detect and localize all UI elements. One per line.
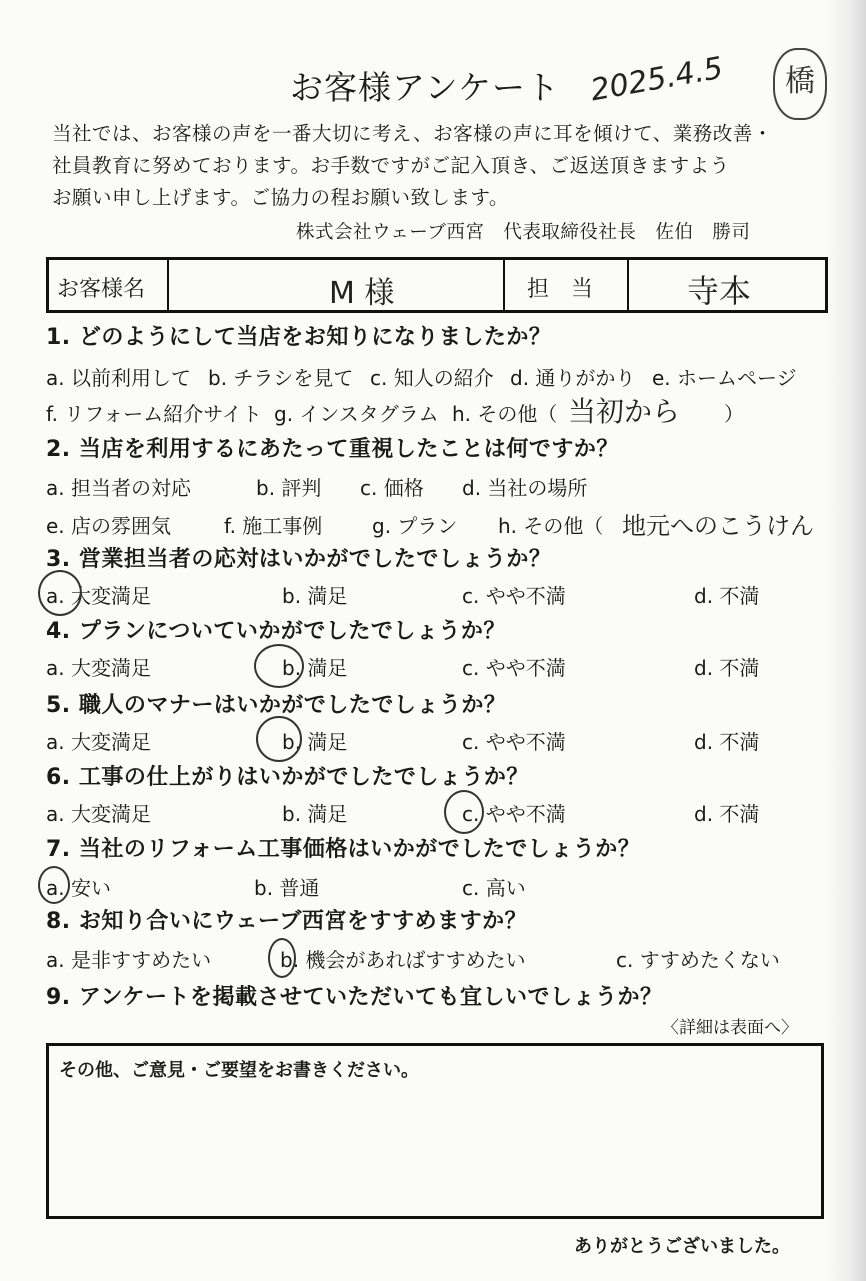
q7-option-a[interactable]: a. 安い	[46, 876, 111, 900]
customer-name-value: M 様	[329, 276, 395, 311]
comments-label: その他、ご意見・ご要望をお書きください。	[59, 1060, 419, 1081]
q6-option-c[interactable]: c. やや不満	[462, 802, 566, 826]
question-6: 6. 工事の仕上がりはいかがでしたでしょうか？	[46, 765, 529, 790]
q4-option-d[interactable]: d. 不満	[694, 656, 760, 680]
q1-option-d[interactable]: d. 通りがかり	[510, 366, 636, 390]
staff-value: 寺本	[687, 272, 752, 310]
q4-option-b[interactable]: b. 満足	[282, 656, 348, 680]
company-signature: 株式会社ウェーブ西宮 代表取締役社長 佐伯 勝司	[296, 222, 751, 243]
customer-info-table	[46, 257, 828, 313]
q7-option-c[interactable]: c. 高い	[462, 876, 526, 900]
q5-option-d[interactable]: d. 不満	[694, 730, 760, 754]
staff-label: 担 当	[527, 277, 594, 302]
q3-selected-mark	[38, 570, 82, 616]
q7-selected-mark	[38, 866, 70, 904]
survey-title: お客様アンケート	[290, 68, 561, 107]
q1-other-answer: 当初から	[568, 395, 681, 428]
q6-option-b[interactable]: b. 満足	[282, 802, 348, 826]
question-5: 5. 職人のマナーはいかがでしたでしょうか？	[46, 693, 507, 718]
question-8: 8. お知り合いにウェーブ西宮をすすめますか？	[46, 909, 528, 934]
staff-label-cell	[505, 260, 629, 310]
comments-box[interactable]	[46, 1043, 824, 1219]
q3-option-d[interactable]: d. 不満	[694, 584, 760, 608]
question-1: 1. どのようにして当店をお知りになりましたか？	[46, 325, 552, 350]
q2-option-g[interactable]: g. プラン	[372, 514, 458, 538]
q1-close-paren: ）	[724, 402, 744, 426]
q2-option-h[interactable]: h. その他（	[498, 514, 604, 538]
q3-option-b[interactable]: b. 満足	[282, 584, 348, 608]
q5-selected-mark	[256, 716, 302, 762]
q2-option-c[interactable]: c. 価格	[360, 476, 424, 500]
question-9: 9. アンケートを掲載させていただいても宜しいでしょうか？	[46, 985, 663, 1010]
handwritten-date: 2025.4.5	[587, 50, 726, 109]
question-2: 2. 当店を利用するにあたって重視したことは何ですか？	[46, 437, 619, 462]
intro-line-3: お願い申し上げます。ご協力の程お願い致します。	[52, 186, 509, 209]
q5-option-a[interactable]: a. 大変満足	[46, 730, 151, 754]
question-3: 3. 営業担当者の応対はいかがでしたでしょうか？	[46, 547, 552, 572]
q6-option-a[interactable]: a. 大変満足	[46, 802, 151, 826]
customer-name-label: お客様名	[57, 277, 146, 302]
staff-value-cell[interactable]	[629, 260, 825, 310]
q6-option-d[interactable]: d. 不満	[694, 802, 760, 826]
q3-option-c[interactable]: c. やや不満	[462, 584, 566, 608]
q3-option-a[interactable]: a. 大変満足	[46, 584, 151, 608]
customer-name-value-cell[interactable]	[169, 260, 505, 310]
q2-option-e[interactable]: e. 店の雰囲気	[46, 514, 172, 538]
q9-detail-note: 〈詳細は表面へ〉	[662, 1018, 798, 1038]
q5-option-b[interactable]: b. 満足	[282, 730, 348, 754]
q1-option-b[interactable]: b. チラシを見て	[208, 366, 354, 390]
q2-option-b[interactable]: b. 評判	[256, 476, 322, 500]
q6-selected-mark	[444, 790, 484, 834]
seal-stamp: 橋	[773, 48, 827, 120]
customer-name-label-cell	[49, 260, 169, 310]
q4-selected-mark	[254, 644, 304, 688]
page-edge-shadow	[826, 0, 866, 1281]
q1-option-h[interactable]: h. その他（	[452, 402, 558, 426]
q1-option-g[interactable]: g. インスタグラム	[274, 402, 439, 426]
q1-option-e[interactable]: e. ホームページ	[652, 366, 797, 390]
q2-option-a[interactable]: a. 担当者の対応	[46, 476, 191, 500]
question-7: 7. 当社のリフォーム工事価格はいかがでしたでしょうか？	[46, 837, 641, 862]
q1-option-c[interactable]: c. 知人の紹介	[370, 366, 494, 390]
q8-option-b[interactable]: b. 機会があればすすめたい	[280, 948, 526, 972]
intro-line-1: 当社では、お客様の声を一番大切に考え、お客様の声に耳を傾けて、業務改善・	[52, 122, 773, 145]
q5-option-c[interactable]: c. やや不満	[462, 730, 566, 754]
q8-option-c[interactable]: c. すすめたくない	[616, 948, 780, 972]
question-4: 4. プランについていかがでしたでしょうか？	[46, 619, 506, 644]
q8-selected-mark	[268, 938, 296, 978]
q1-option-a[interactable]: a. 以前利用して	[46, 366, 191, 390]
q4-option-a[interactable]: a. 大変満足	[46, 656, 151, 680]
intro-line-2: 社員教育に努めております。お手数ですがご記入頂き、ご返送頂きますよう	[52, 154, 730, 177]
thanks-message: ありがとうございました。	[574, 1236, 790, 1257]
q2-option-d[interactable]: d. 当社の場所	[462, 476, 588, 500]
q2-other-answer: 地元へのこうけん	[622, 512, 814, 540]
q8-option-a[interactable]: a. 是非すすめたい	[46, 948, 212, 972]
q7-option-b[interactable]: b. 普通	[254, 876, 320, 900]
q4-option-c[interactable]: c. やや不満	[462, 656, 566, 680]
q2-option-f[interactable]: f. 施工事例	[224, 514, 323, 538]
q1-option-f[interactable]: f. リフォーム紹介サイト	[46, 402, 262, 426]
